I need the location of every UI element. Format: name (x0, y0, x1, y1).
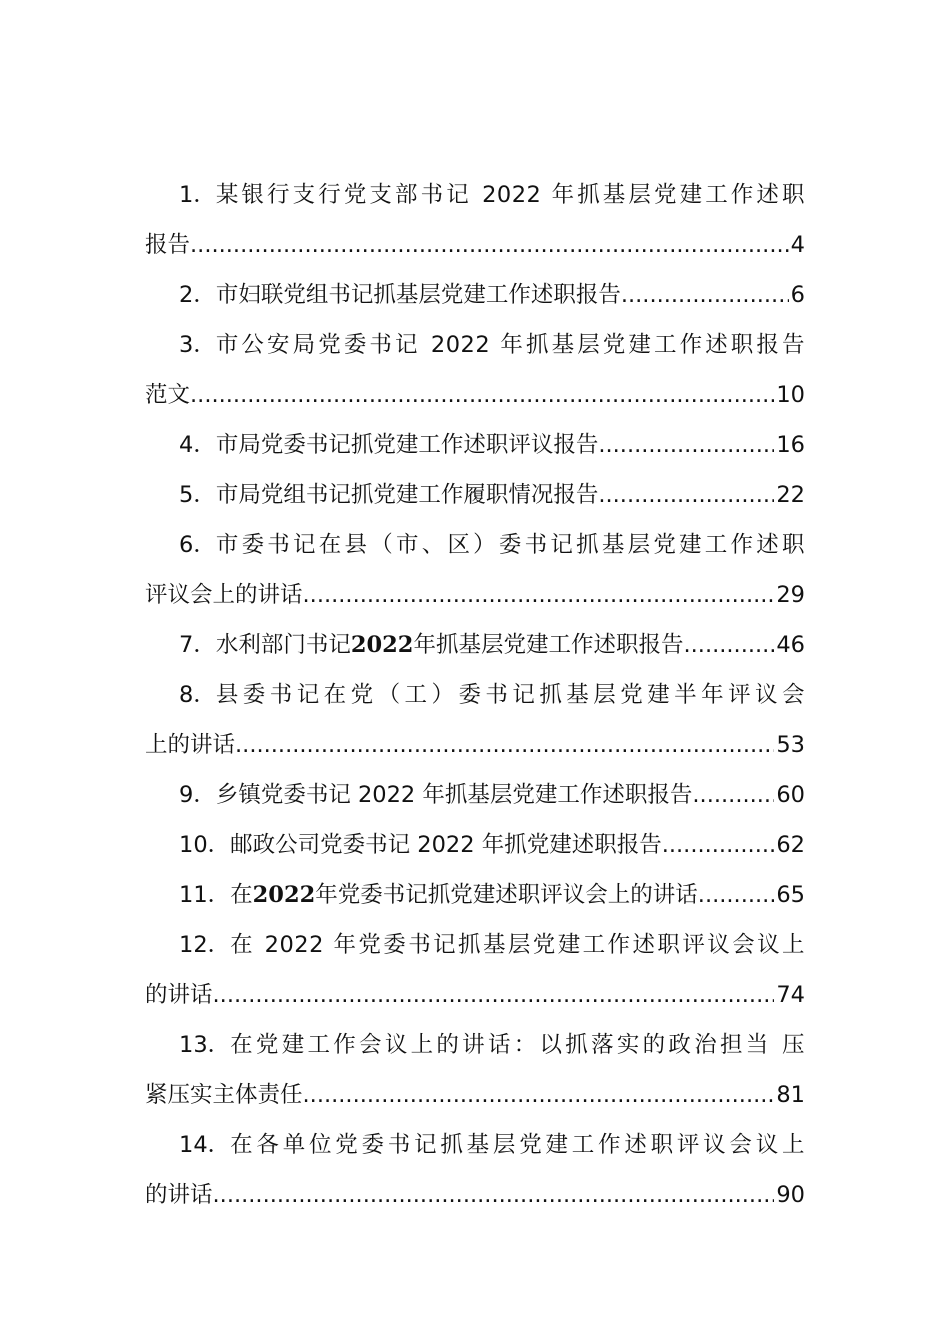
toc-number: 6． (179, 532, 216, 558)
toc-leader-dots (662, 820, 775, 870)
toc-leader-dots (213, 1170, 775, 1220)
toc-leader-dots (190, 370, 774, 420)
toc-page-number: 6 (790, 282, 805, 308)
toc-title-cont: 报告 (145, 232, 191, 258)
toc-page-number: 62 (776, 832, 805, 858)
toc-leader-dots (303, 570, 775, 620)
toc-title-rest: 年党委书记抓党建述职评议会上的讲话 (315, 882, 698, 908)
toc-title-cont: 紧压实主体责任 (145, 1082, 303, 1108)
toc-leader-dots (235, 720, 774, 770)
toc-leader-dots (683, 620, 774, 670)
toc-entry-12-line1[interactable] (145, 920, 805, 970)
toc-entry-13-line1[interactable] (145, 1020, 805, 1070)
toc-title-cont: 评议会上的讲话 (145, 582, 303, 608)
toc-number: 3． (179, 332, 216, 358)
toc-entry-8-line2[interactable] (145, 720, 805, 770)
toc-page-number: 65 (776, 882, 805, 908)
toc-title: 市局党委书记抓党建工作述职评议报告 (215, 432, 599, 458)
toc-title: 乡镇党委书记 2022 年抓基层党建工作述职报告 (215, 782, 693, 808)
toc-title-year: 2022 (350, 632, 414, 658)
toc-entry-13-line2[interactable] (145, 1070, 805, 1120)
toc-title: 在 2022 年党委书记抓基层党建工作述职评议会议上 (230, 932, 805, 958)
toc-number: 4． (179, 432, 216, 458)
toc-title-rest: 年抓基层党建工作述职报告 (413, 632, 684, 658)
toc-leader-dots (303, 1070, 775, 1120)
toc-number: 1． (179, 182, 216, 208)
toc-title-cont: 的讲话 (145, 1182, 213, 1208)
toc-title-year: 2022 (252, 882, 316, 908)
toc-entry-1-line2[interactable] (145, 220, 805, 270)
toc-page-number: 10 (776, 382, 805, 408)
toc-number: 11． (179, 882, 231, 908)
table-of-contents (145, 170, 805, 1220)
toc-title: 邮政公司党委书记 2022 年抓党建述职报告 (230, 832, 662, 858)
toc-entry-10[interactable] (145, 820, 805, 870)
toc-entry-6-line2[interactable] (145, 570, 805, 620)
toc-title: 在各单位党委书记抓基层党建工作述职评议会议上 (230, 1132, 805, 1158)
toc-leader-dots (598, 470, 774, 520)
toc-number: 14． (179, 1132, 231, 1158)
toc-page-number: 60 (776, 782, 805, 808)
toc-page-number: 16 (776, 432, 805, 458)
toc-entry-14-line2[interactable] (145, 1170, 805, 1220)
toc-leader-dots (698, 870, 775, 920)
toc-leader-dots (692, 770, 774, 820)
toc-entry-2[interactable] (145, 270, 805, 320)
toc-page-number: 90 (776, 1182, 805, 1208)
toc-number: 12． (179, 932, 231, 958)
toc-entry-7[interactable] (145, 620, 805, 670)
toc-page-number: 53 (776, 732, 805, 758)
toc-page-number: 4 (790, 232, 805, 258)
toc-page-number: 74 (776, 982, 805, 1008)
toc-leader-dots (598, 420, 774, 470)
toc-title: 县委书记在党（工）委书记抓基层党建半年评议会 (215, 682, 805, 708)
toc-entry-4[interactable] (145, 420, 805, 470)
toc-number: 13． (179, 1032, 231, 1058)
toc-title: 市公安局党委书记 2022 年抓基层党建工作述职报告 (215, 332, 805, 358)
toc-number: 10． (179, 832, 231, 858)
toc-number: 8． (179, 682, 216, 708)
toc-entry-8-line1[interactable] (145, 670, 805, 720)
toc-page-number: 81 (776, 1082, 805, 1108)
toc-title: 在 (230, 882, 253, 908)
toc-number: 7． (179, 632, 216, 658)
toc-number: 9． (179, 782, 216, 808)
toc-leader-dots (621, 270, 789, 320)
toc-entry-3-line1[interactable] (145, 320, 805, 370)
toc-entry-9[interactable] (145, 770, 805, 820)
toc-title: 水利部门书记 (215, 632, 351, 658)
toc-entry-5[interactable] (145, 470, 805, 520)
toc-leader-dots (190, 220, 789, 270)
toc-title: 市委书记在县（市、区）委书记抓基层党建工作述职 (215, 532, 805, 558)
toc-page-number: 29 (776, 582, 805, 608)
toc-entry-6-line1[interactable] (145, 520, 805, 570)
toc-page-number: 22 (776, 482, 805, 508)
toc-page-number: 46 (776, 632, 805, 658)
toc-number: 2． (179, 282, 216, 308)
toc-entry-12-line2[interactable] (145, 970, 805, 1020)
toc-title-cont: 上的讲话 (145, 732, 236, 758)
toc-title-cont: 的讲话 (145, 982, 213, 1008)
toc-number: 5． (179, 482, 216, 508)
toc-entry-1-line1[interactable] (145, 170, 805, 220)
toc-title-cont: 范文 (145, 382, 191, 408)
toc-title: 在党建工作会议上的讲话：以抓落实的政治担当 压 (230, 1032, 805, 1058)
toc-entry-14-line1[interactable] (145, 1120, 805, 1170)
toc-entry-3-line2[interactable] (145, 370, 805, 420)
toc-title: 某银行支行党支部书记 2022 年抓基层党建工作述职 (215, 182, 805, 208)
toc-title: 市妇联党组书记抓基层党建工作述职报告 (215, 282, 621, 308)
toc-entry-11[interactable] (145, 870, 805, 920)
toc-title: 市局党组书记抓党建工作履职情况报告 (215, 482, 599, 508)
toc-leader-dots (213, 970, 775, 1020)
